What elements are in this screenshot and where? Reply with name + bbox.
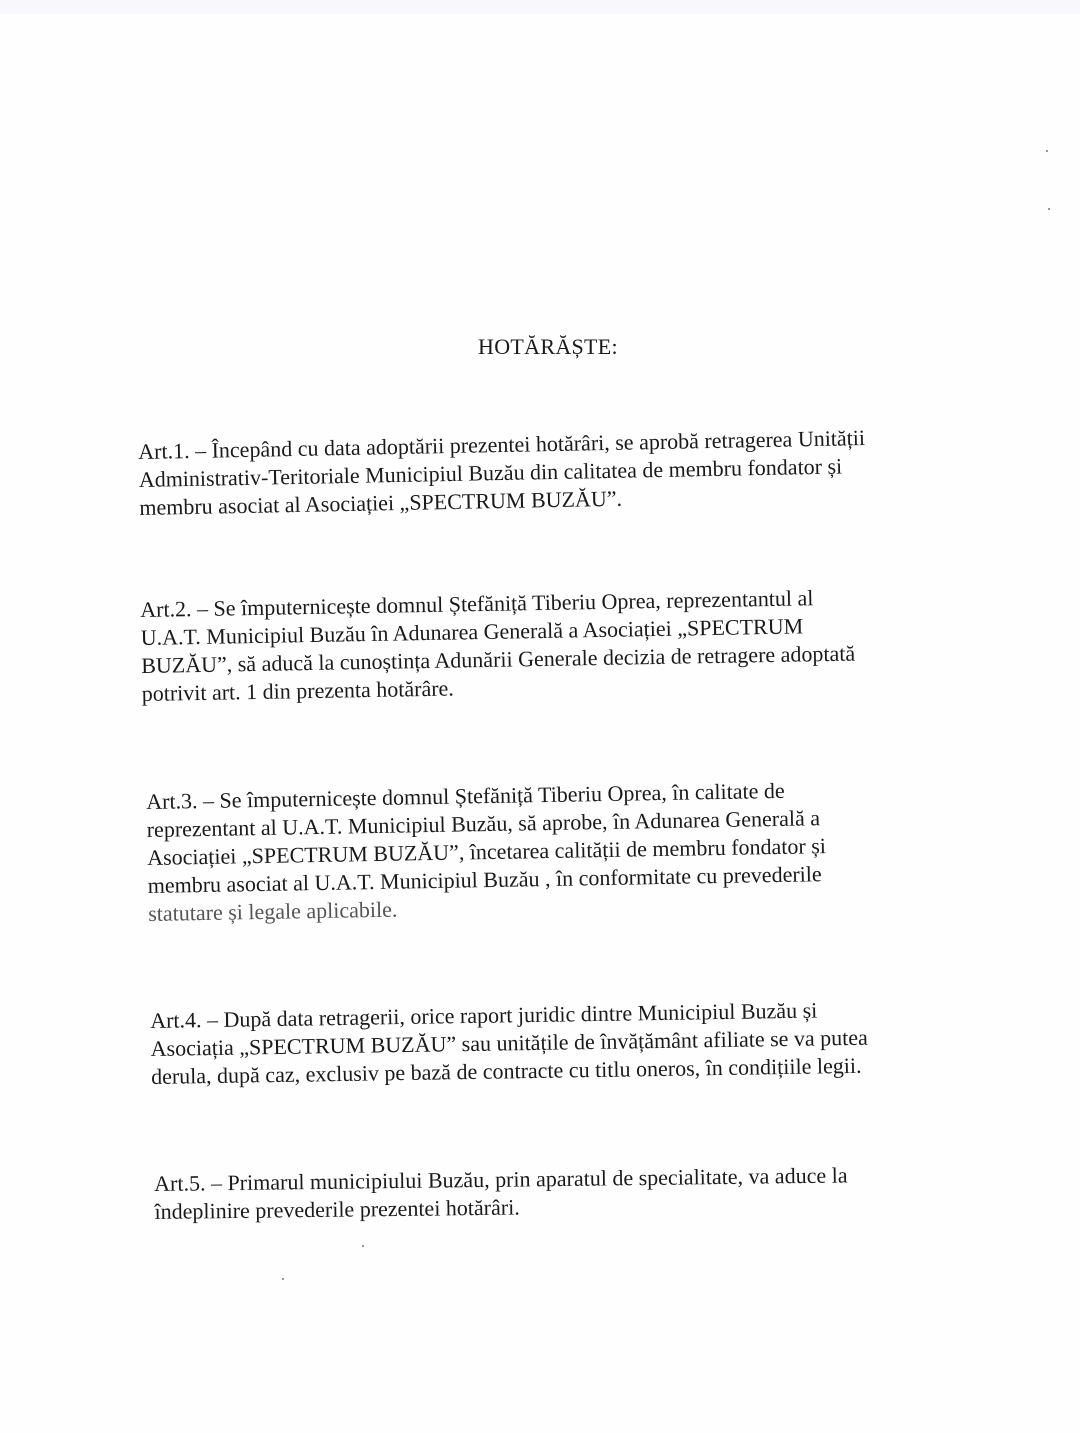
scan-speck xyxy=(1048,208,1050,210)
article-5-line-1: Art.5. – Primarul municipiului Buzău, prin aparatul de specialitate, va aduce la xyxy=(154,1162,848,1196)
article-3-line-2: reprezentant al U.A.T. Municipiul Buzău, să aprobe, în Adunarea Generală a xyxy=(146,805,821,842)
article-3-line-4: membru asociat al U.A.T. Municipiul Buzău , în conformitate cu prevederile xyxy=(147,861,822,898)
article-5-line-2: îndeplinire prevederile prezentei hotărâri. xyxy=(154,1194,520,1224)
article-4 xyxy=(150,996,868,1091)
article-3 xyxy=(146,776,827,928)
article-3-line-5: statutare și legale aplicabile. xyxy=(147,896,398,926)
scan-speck xyxy=(282,1278,284,1280)
top-band xyxy=(0,0,1080,14)
article-2 xyxy=(140,584,856,708)
article-1-line-2: Administrativ-Teritoriale Municipiul Buzău din calitatea de membru fondator și xyxy=(138,453,843,492)
article-5 xyxy=(154,1162,848,1226)
article-1-line-1: Art.1. – Începând cu data adoptării prezentei hotărâri, se aprobă retragerea Unității xyxy=(138,425,866,464)
article-3-line-3: Asociației „SPECTRUM BUZĂU”, încetarea calității de membru fondator și xyxy=(146,833,827,870)
article-2-line-3: BUZĂU”, să aducă la cunoștința Adunării Generale decizia de retragere adoptată xyxy=(140,640,856,678)
decision-heading: HOTĂRĂȘTE: xyxy=(478,334,618,359)
scan-speck xyxy=(1046,150,1048,152)
article-2-line-1: Art.2. – Se împuternicește domnul Ștefăniță Tiberiu Oprea, reprezentantul al xyxy=(140,585,814,622)
article-3-line-1: Art.3. – Se împuternicește domnul Ștefăniță Tiberiu Oprea, în calitate de xyxy=(146,777,785,814)
scan-speck xyxy=(362,1245,364,1247)
article-4-line-3: derula, după caz, exclusiv pe bază de contracte cu titlu oneros, în condițiile legii. xyxy=(150,1052,862,1089)
article-1 xyxy=(138,424,866,522)
article-1-line-3: membru asociat al Asociației „SPECTRUM BUZĂU”. xyxy=(139,485,623,520)
article-4-line-1: Art.4. – După data retragerii, orice raport juridic dintre Municipiul Buzău și xyxy=(150,997,818,1033)
article-4-line-2: Asociația „SPECTRUM BUZĂU” sau unitățile de învățământ afiliate se va putea xyxy=(150,1024,869,1061)
article-2-line-4: potrivit art. 1 din prezenta hotărâre. xyxy=(141,675,455,706)
article-2-line-2: U.A.T. Municipiul Buzău în Adunarea Generală a Asociației „SPECTRUM xyxy=(140,613,804,650)
